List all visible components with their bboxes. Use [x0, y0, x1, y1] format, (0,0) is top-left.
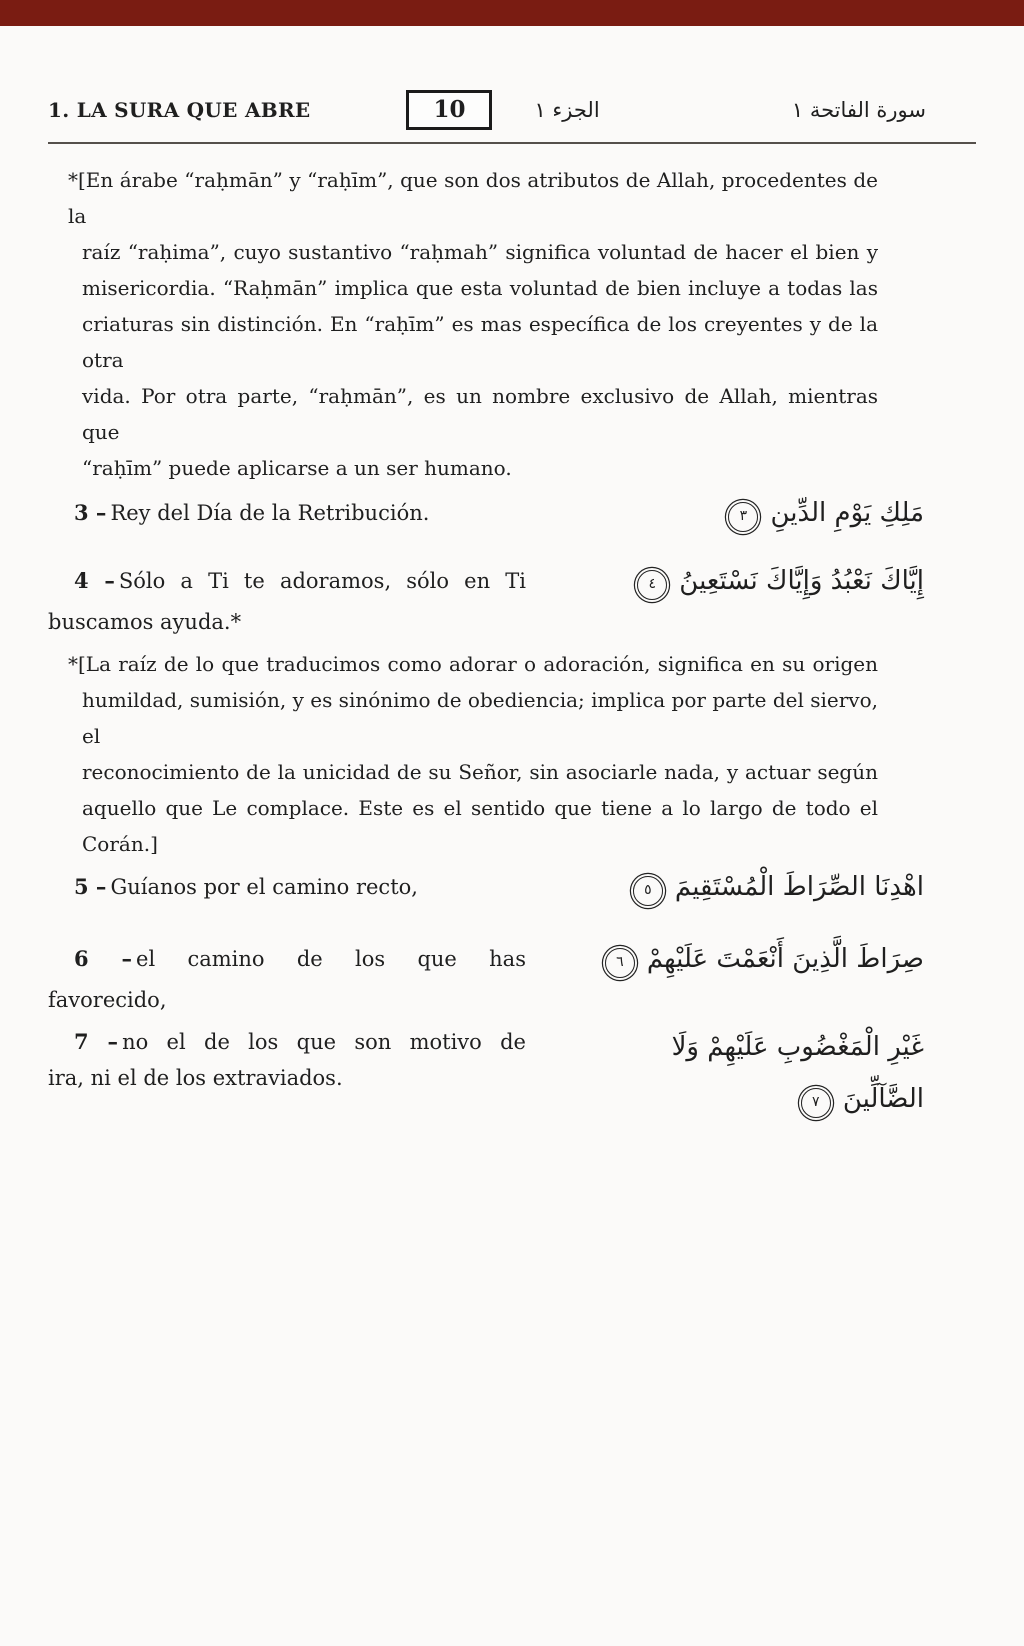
verse-7-arabic: [526, 1024, 976, 1128]
footnote-line: reconocimiento de la unicidad de su Señor, sin asociarle nada, y actuar según: [82, 760, 878, 784]
arabic-text: اهْدِنَا الصِّرَاطَ الْمُسْتَقِيمَ: [674, 872, 924, 902]
verse-3-row: [48, 490, 976, 536]
footnote-line: *[La raíz de lo que traducimos como adorar o adoración, significa en su origen: [68, 652, 878, 676]
footnote-line: Corán.]: [82, 832, 158, 856]
verse-5-row: [48, 864, 976, 910]
top-edge-bar: [0, 0, 1024, 26]
verse-7-text-line1: no el de los que son motivo de: [122, 1030, 526, 1054]
ayah-medallion: ٧: [801, 1088, 831, 1118]
verse-5-number: 5 –: [74, 874, 107, 899]
verse-6-row: [48, 936, 976, 982]
arabic-text: الضَّآلِّينَ: [842, 1084, 924, 1114]
verse-4-row: [48, 558, 976, 604]
verse-3-spanish: [48, 495, 526, 531]
arabic-text: صِرَاطَ الَّذِينَ أَنْعَمْتَ عَلَيْهِمْ: [646, 944, 924, 974]
ayah-medallion: ٣: [728, 502, 758, 532]
ayah-medallion: ٦: [605, 948, 635, 978]
verse-4-text-line1: Sólo a Ti te adoramos, sólo en Ti: [118, 569, 526, 593]
verse-4-arabic: [526, 558, 976, 604]
verse-6-spanish: [48, 941, 526, 977]
verse-5-text: Guíanos por el camino recto,: [110, 875, 418, 899]
ayah-medallion: ٥: [633, 876, 663, 906]
verse-6-number: 6 –: [74, 946, 133, 971]
verse-7-row: [48, 1024, 976, 1128]
verse-3-arabic: [526, 490, 976, 536]
verse-3-text: Rey del Día de la Retribución.: [110, 501, 430, 525]
verse-7-spanish: [48, 1024, 526, 1096]
footnote-rahman: [48, 162, 878, 486]
verse-7-number: 7 –: [74, 1029, 119, 1054]
header-rule: [48, 142, 976, 144]
verse-6-text-line2: favorecido,: [48, 988, 167, 1012]
header-juz-label: الجزء ١: [534, 98, 600, 122]
verse-5-arabic: [526, 864, 976, 910]
page-title: 1. LA SURA QUE ABRE: [48, 98, 311, 122]
arabic-text: إِيَّاكَ نَعْبُدُ وَإِيَّاكَ نَسْتَعِينُ: [679, 566, 924, 596]
footnote-line: raíz “raḥima”, cuyo sustantivo “raḥmah” significa voluntad de hacer el bien y: [82, 240, 878, 264]
footnote-line: humildad, sumisión, y es sinónimo de obediencia; implica por parte del siervo, el: [82, 688, 878, 748]
footnote-line: criaturas sin distinción. En “raḥīm” es mas específica de los creyentes y de la otra: [82, 312, 878, 372]
ayah-medallion: ٤: [637, 570, 667, 600]
footnote-line: *[En árabe “raḥmān” y “raḥīm”, que son dos atributos de Allah, procedentes de la: [68, 168, 878, 228]
footnote-line: “raḥīm” puede aplicarse a un ser humano.: [82, 456, 512, 480]
verse-4-spanish: [48, 563, 526, 599]
verse-6-text-line1: el camino de los que has: [136, 947, 526, 971]
arabic-text: مَلِكِ يَوْمِ الدِّينِ: [770, 498, 924, 528]
page-number: 10: [433, 96, 466, 123]
page-header: [48, 90, 976, 130]
verse-7-text-line2: ira, ni el de los extraviados.: [48, 1066, 343, 1090]
footnote-line: misericordia. “Raḥmān” implica que esta voluntad de bien incluye a todas las: [82, 276, 878, 300]
verse-3-number: 3 –: [74, 500, 107, 525]
footnote-line: vida. Por otra parte, “raḥmān”, es un nombre exclusivo de Allah, mientras que: [82, 384, 878, 444]
verse-6-arabic: [526, 936, 976, 982]
header-sura-label: سورة الفاتحة ١: [791, 98, 926, 122]
page-number-box: [406, 90, 492, 130]
footnote-adorar: [48, 646, 878, 862]
verse-4-number: 4 –: [74, 568, 115, 593]
arabic-text: غَيْرِ الْمَغْضُوبِ عَلَيْهِمْ وَلَا: [671, 1032, 924, 1062]
footnote-line: aquello que Le complace. Este es el sentido que tiene a lo largo de todo el: [82, 796, 878, 820]
page-root: [0, 90, 1024, 1128]
verse-5-spanish: [48, 869, 526, 905]
verse-4-text-line2: buscamos ayuda.*: [48, 610, 242, 634]
